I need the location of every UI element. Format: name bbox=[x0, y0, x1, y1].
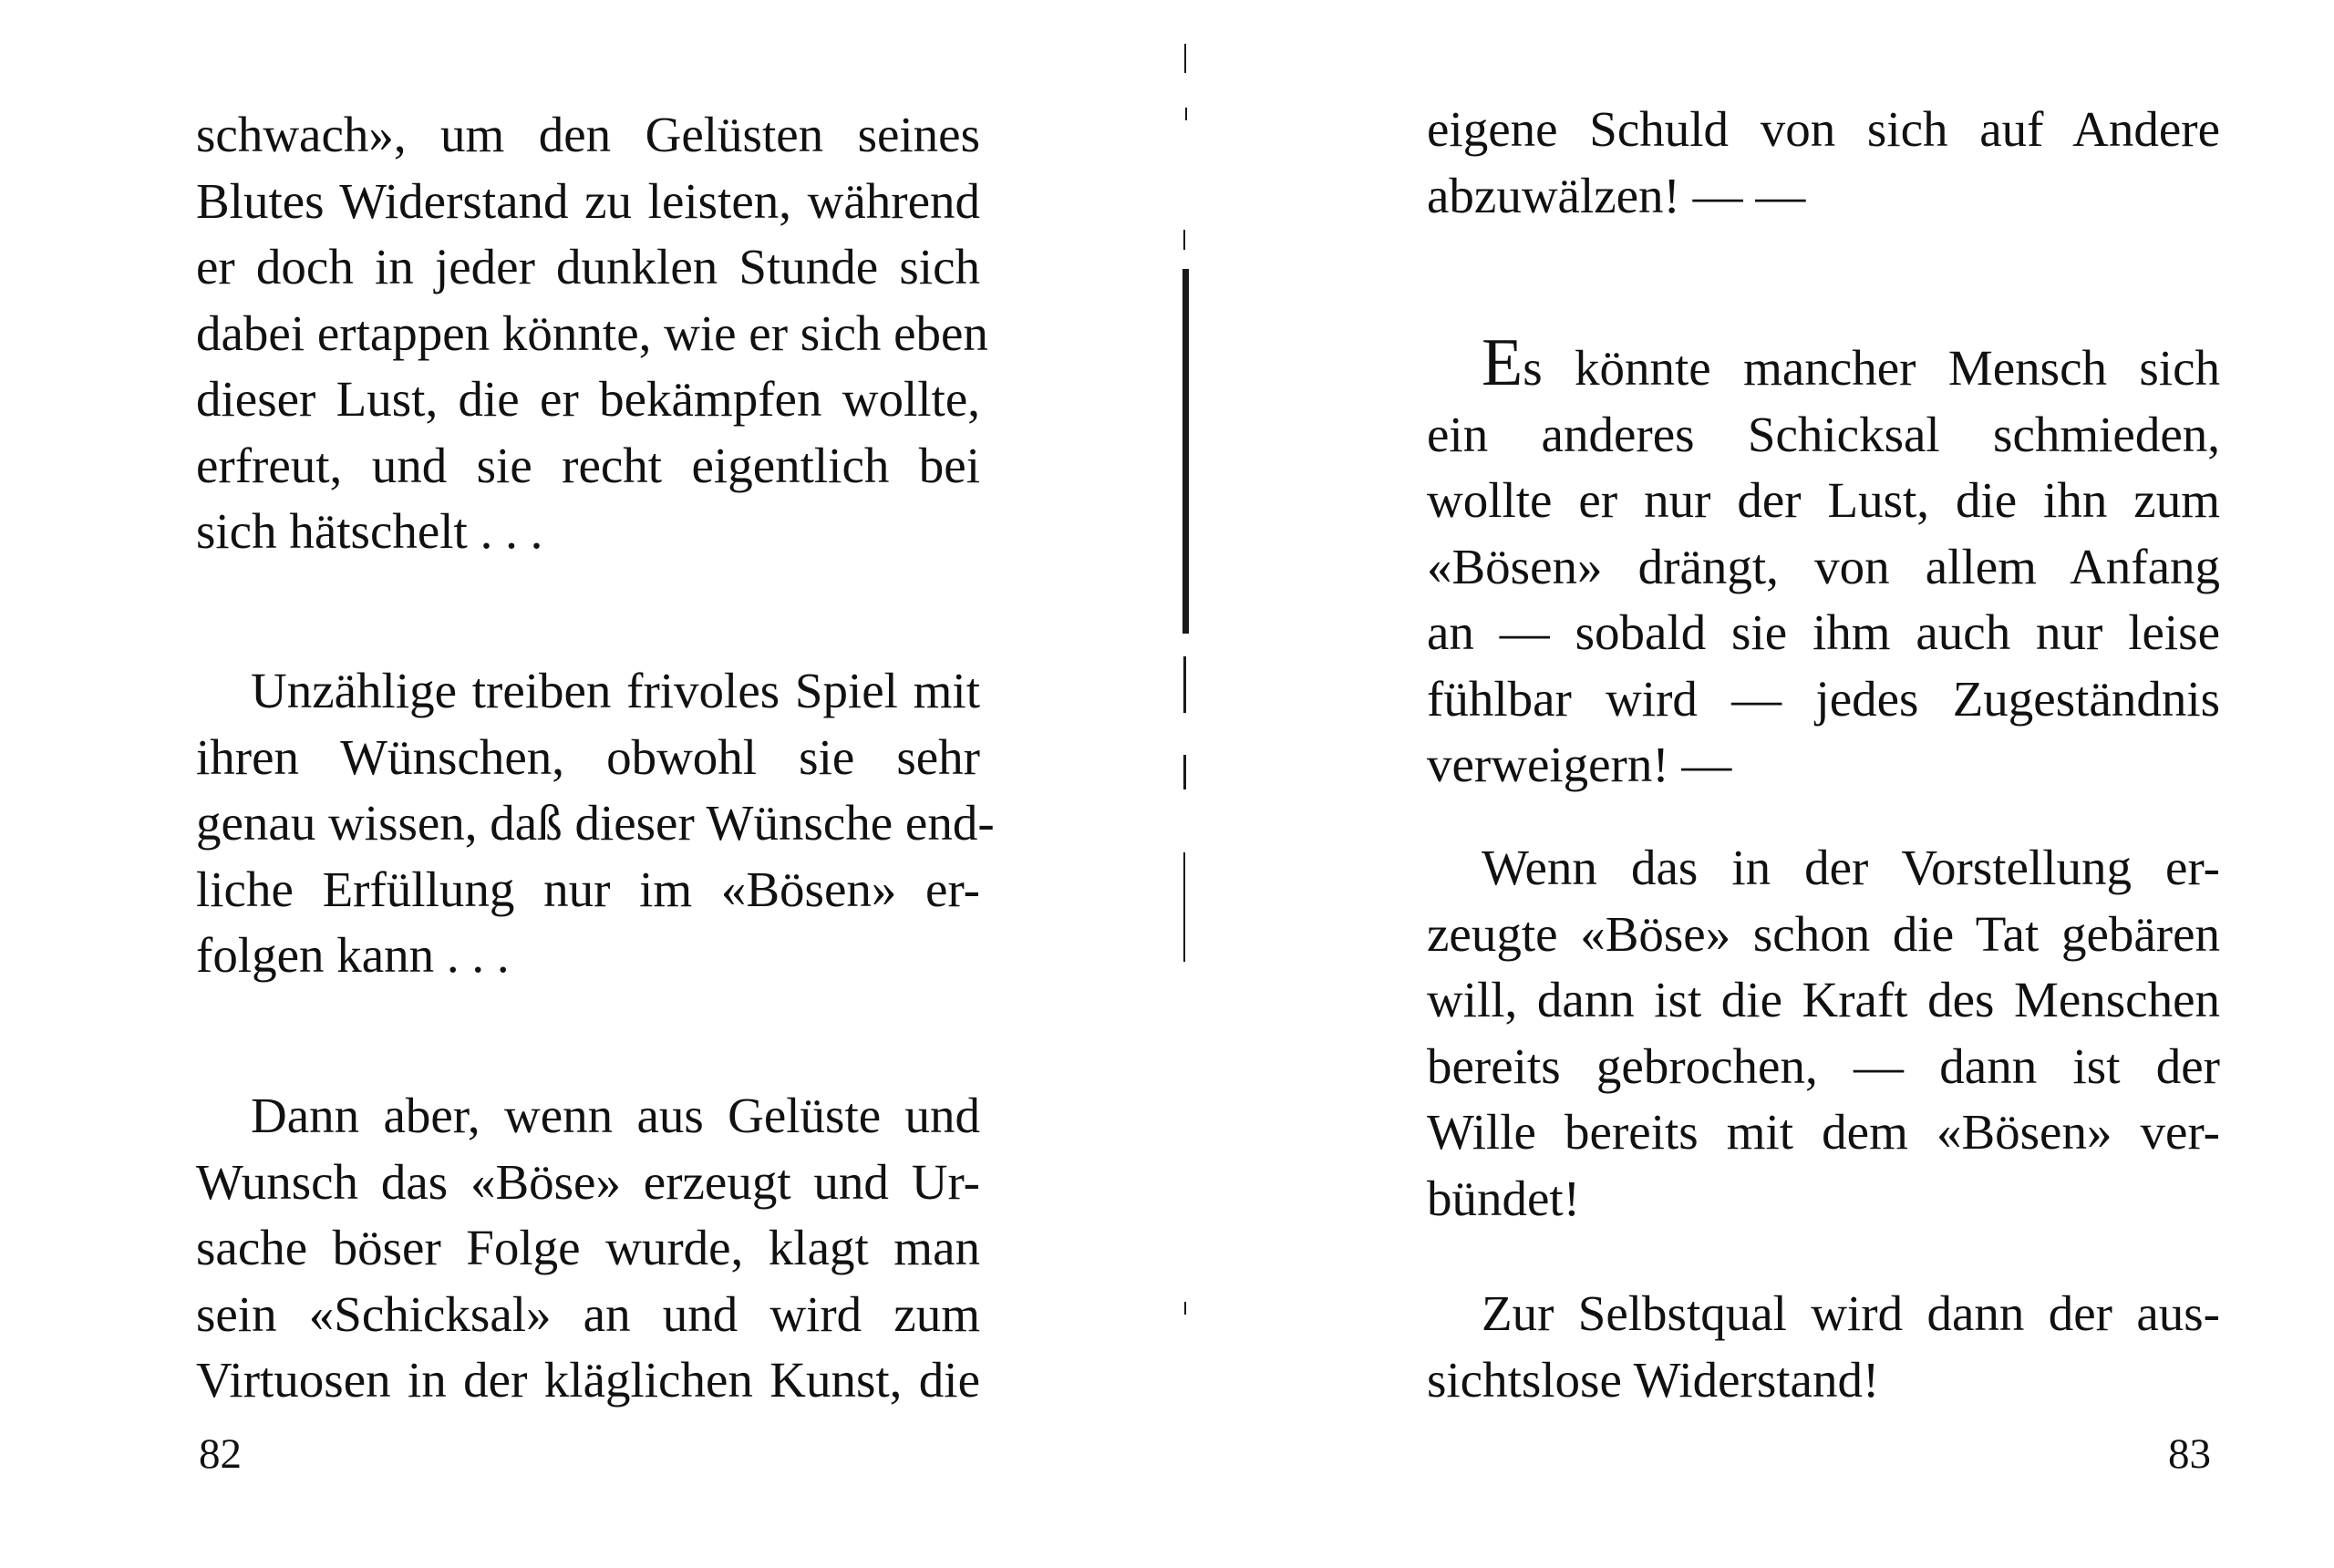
left-paragraph-2 bbox=[196, 658, 995, 989]
text-line: Zur Selbstqual wird dann der aus- bbox=[1482, 1285, 2220, 1341]
left-paragraph-3 bbox=[196, 1083, 980, 1414]
text-line: Wenn das in der Vorstellung er- bbox=[1482, 840, 2220, 895]
text-line: ihren Wünschen, obwohl sie sehr bbox=[196, 728, 980, 785]
text-line: dabei ertappen könnte, wie er sich eben bbox=[196, 304, 988, 361]
text-line: sache böser Folge wurde, klagt man bbox=[196, 1220, 980, 1275]
text-line: fühlbar wird — jedes Zugeständnis bbox=[1427, 670, 2220, 727]
page-number-left: 82 bbox=[199, 1430, 242, 1478]
text-line: bereits gebrochen, — dann ist der bbox=[1427, 1037, 2220, 1094]
text-line: liche Erfüllung nur im «Bösen» er- bbox=[196, 861, 980, 917]
text-line: verweigern! — bbox=[1427, 737, 1732, 792]
text-line: abzuwälzen! — — bbox=[1427, 167, 1806, 223]
text-line: er doch in jeder dunklen Stunde sich bbox=[196, 239, 980, 294]
text-line: ein anderes Schicksal schmieden, bbox=[1427, 406, 2220, 462]
text-line: genau wissen, daß dieser Wünsche end- bbox=[196, 795, 995, 851]
text-line: Virtuosen in der kläglichen Kunst, die bbox=[196, 1352, 980, 1408]
right-page bbox=[1176, 0, 2334, 1568]
right-paragraph-1 bbox=[1427, 97, 2220, 229]
text-line bbox=[1427, 325, 2220, 402]
text-line: an — sobald sie ihm auch nur leise bbox=[1427, 604, 2220, 660]
text-line: wollte er nur der Lust, die ihn zum bbox=[1427, 472, 2220, 528]
text-line: Dann aber, wenn aus Gelüste und bbox=[251, 1088, 980, 1143]
text-line: dieser Lust, die er bekämpfen wollte, bbox=[196, 371, 980, 427]
right-paragraph-4 bbox=[1427, 1281, 2220, 1413]
text-line: zeugte «Böse» schon die Tat gebären bbox=[1427, 905, 2220, 962]
text-line: bündet! bbox=[1427, 1170, 1581, 1226]
text-line: will, dann ist die Kraft des Menschen bbox=[1427, 972, 2220, 1027]
text-line-rest: s könnte mancher Mensch sich bbox=[1523, 340, 2220, 396]
text-line: erfreut, und sie recht eigentlich bei bbox=[196, 437, 980, 493]
text-line: schwach», um den Gelüsten seines bbox=[196, 107, 980, 162]
right-paragraph-2 bbox=[1427, 325, 2220, 799]
text-line: sich hätschelt . . . bbox=[196, 503, 543, 559]
text-line: Unzählige treiben frivoles Spiel mit bbox=[251, 663, 980, 718]
text-line: Blutes Widerstand zu leisten, während bbox=[196, 172, 980, 229]
text-line: Wille bereits mit dem «Bösen» ver- bbox=[1427, 1104, 2220, 1160]
right-paragraph-3 bbox=[1427, 835, 2220, 1232]
text-line: eigene Schuld von sich auf Andere bbox=[1427, 101, 2220, 157]
drop-capital: E bbox=[1482, 325, 1523, 400]
text-line: sichtslose Widerstand! bbox=[1427, 1351, 1880, 1408]
text-line: «Bösen» drängt, von allem Anfang bbox=[1427, 538, 2220, 594]
left-paragraph-1 bbox=[196, 102, 988, 565]
page-number-right: 83 bbox=[2168, 1430, 2211, 1478]
text-line: folgen kann . . . bbox=[196, 927, 510, 983]
text-line: Wunsch das «Böse» erzeugt und Ur- bbox=[196, 1153, 980, 1210]
text-line: sein «Schicksal» an und wird zum bbox=[196, 1285, 980, 1342]
